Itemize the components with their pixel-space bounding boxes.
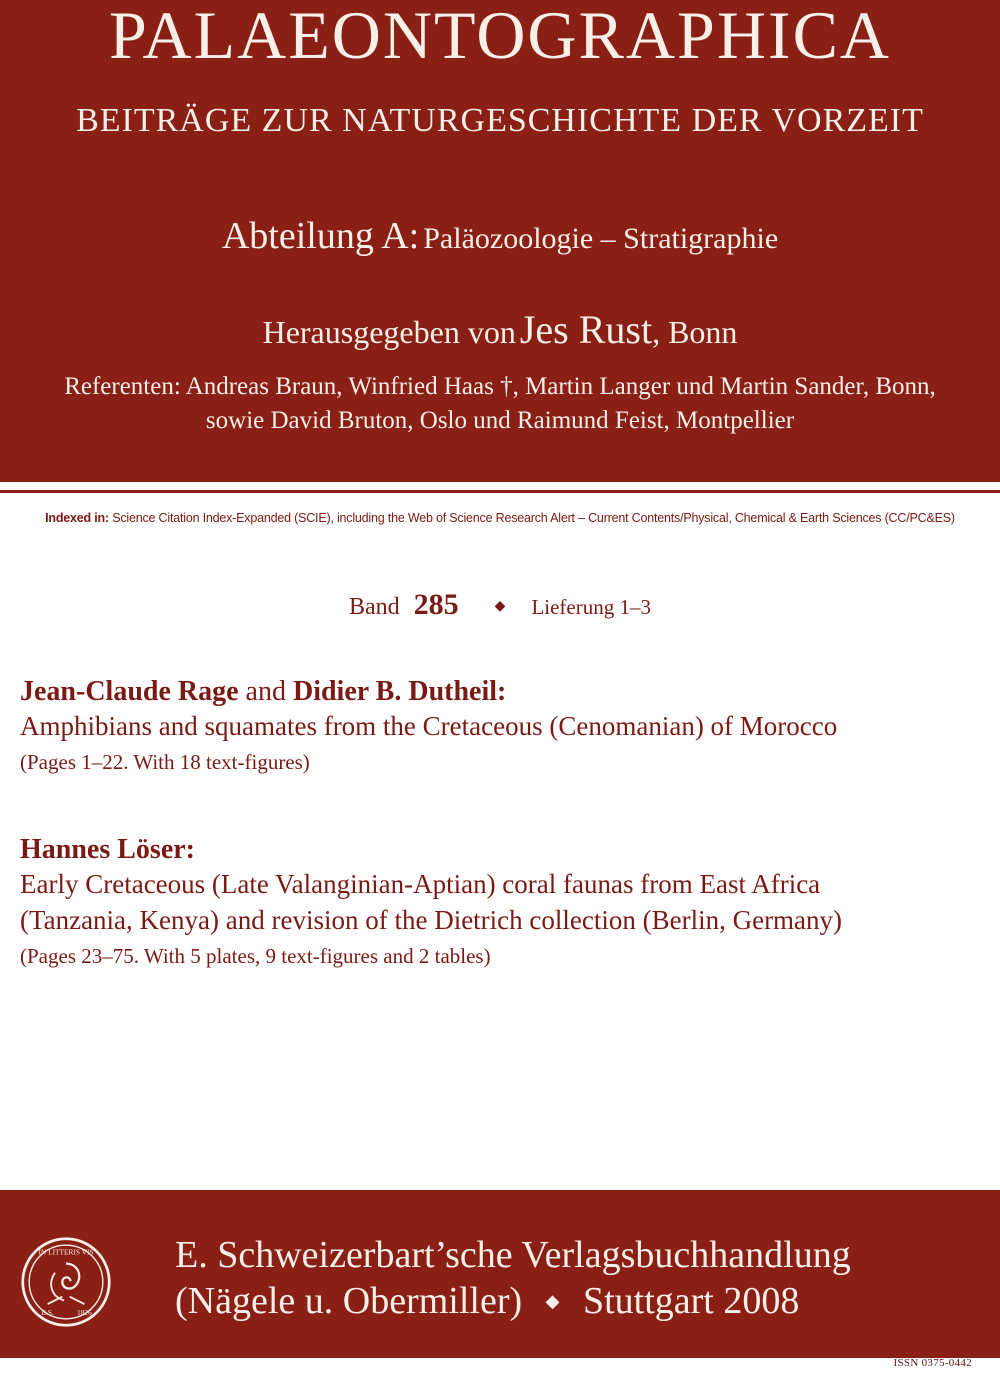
indexing-note xyxy=(0,511,1000,525)
referees xyxy=(0,370,1000,438)
journal-subtitle: BEITRÄGE ZUR NATURGESCHICHTE DER VORZEIT xyxy=(76,102,924,139)
author-conjunction: and xyxy=(245,676,286,707)
publisher-band xyxy=(0,1190,1000,1358)
publisher-name xyxy=(175,1232,995,1330)
article-title-line-2: (Tanzania, Kenya) and revision of the Dietrich collection (Berlin, Germany) xyxy=(20,905,843,935)
editor-line xyxy=(0,306,1000,353)
author-1: Hannes Löser: xyxy=(20,834,195,865)
article-pages: (Pages 23–75. With 5 plates, 9 text-figures and 2 tables) xyxy=(20,944,491,968)
issue-label: Lieferung 1–3 xyxy=(531,595,651,619)
division-line xyxy=(0,214,1000,258)
seal-year: 1826 xyxy=(77,1308,92,1318)
volume-line xyxy=(0,588,1000,622)
division-label: Abteilung A: xyxy=(221,215,420,257)
author-1: Jean-Claude Rage xyxy=(20,676,239,707)
editor-prefix: Herausgegeben von xyxy=(262,314,516,350)
publisher-place-year: Stuttgart 2008 xyxy=(582,1280,800,1322)
seal-initials: E.S. xyxy=(41,1308,54,1318)
article-authors xyxy=(20,676,990,708)
article-2 xyxy=(20,834,990,969)
band-label: Band xyxy=(349,594,400,620)
article-pages: (Pages 1–22. With 18 text-figures) xyxy=(20,750,310,774)
divider-rule xyxy=(0,490,1000,493)
indexing-text: Science Citation Index-Expanded (SCIE), including the Web of Science Research Alert – Current Contents/Physical, Chemical & Earth Sciences (CC/PC&ES) xyxy=(112,511,955,525)
diamond-separator-icon: ◆ xyxy=(545,1291,560,1311)
article-title-line-1: Early Cretaceous (Late Valanginian-Aptian) coral faunas from East Africa xyxy=(20,869,821,899)
issn-number: ISSN 0375-0442 xyxy=(893,1357,972,1369)
diamond-separator-icon: ◆ xyxy=(494,599,506,614)
journal-title: PALAEONTOGRAPHICA xyxy=(108,0,892,73)
article-title: Amphibians and squamates from the Cretaceous (Cenomanian) of Morocco xyxy=(20,711,838,741)
header-band xyxy=(0,0,1000,482)
division-topic: Paläozoologie – Stratigraphie xyxy=(423,222,779,255)
publisher-seal-icon xyxy=(20,1236,112,1328)
publisher-owners: (Nägele u. Obermiller) xyxy=(175,1280,523,1322)
author-2: Didier B. Dutheil: xyxy=(292,676,507,707)
editor-city: , Bonn xyxy=(652,314,738,350)
article-authors xyxy=(20,834,990,866)
editor-name: Jes Rust xyxy=(519,307,653,352)
article-1 xyxy=(20,676,990,775)
seal-text: IN LITTERIS VIS xyxy=(38,1247,94,1257)
band-number: 285 xyxy=(413,588,459,621)
indexing-label: Indexed in: xyxy=(45,511,109,525)
publisher-line-1: E. Schweizerbart’sche Verlagsbuchhandlung xyxy=(175,1234,851,1276)
publisher-line-2 xyxy=(175,1278,995,1330)
referees-line-1: Referenten: Andreas Braun, Winfried Haas †, Martin Langer und Martin Sander, Bonn, xyxy=(64,373,936,400)
referees-line-2: sowie David Bruton, Oslo und Raimund Feist, Montpellier xyxy=(205,407,795,434)
